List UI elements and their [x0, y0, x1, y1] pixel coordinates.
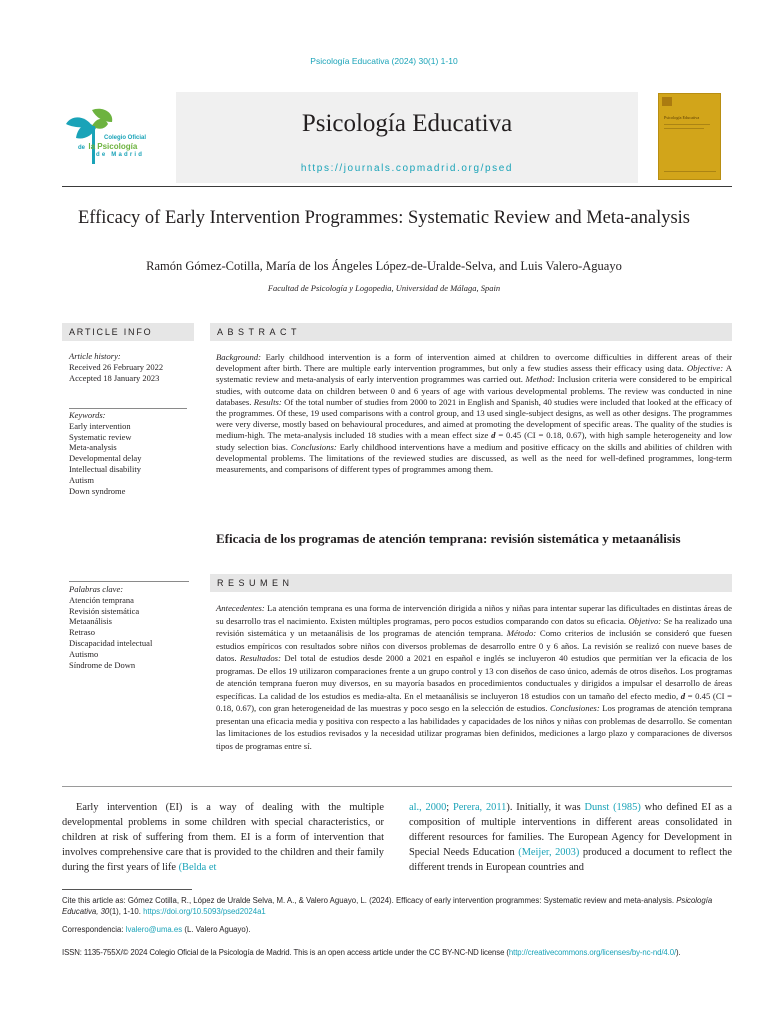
body-text: who defined EI as a composition of multiple interventions in different areas consolidated in different resources for families. The European Agency for Development in Special Needs Education: [409, 802, 732, 859]
cite-issue: (1), 1-10.: [109, 907, 141, 916]
palabra-clave: Revisión sistemática: [69, 605, 140, 616]
objective-text: A systematic review and meta-analysis of early intervention programmes was carried out.: [216, 363, 732, 385]
metodo-label: Método:: [506, 628, 537, 638]
cite-journal: Psicología Educativa, 30: [62, 896, 713, 916]
journal-reference: Psicología Educativa (2024) 30(1) 1-10: [310, 56, 458, 66]
correspondence: [62, 924, 742, 935]
keyword: Developmental delay: [69, 453, 142, 464]
palabra-clave: Metaanálisis: [69, 616, 112, 627]
cite-as-text: Cite this article as: Gómez Cotilla, R., López de Uralde Selva, M. A., & Valero Aguayo, L. (2024). Efficacy of early intervention programmes: Systematic review and meta-analysis.: [62, 896, 675, 905]
method-label: Method:: [525, 374, 555, 385]
keywords-list: [69, 410, 194, 496]
resultados-text-cont: = 0.45 (CI = 0.18, 0.67), con gran heterogeneidad de las muestras y poco sesgo en la selección de estudios.: [216, 690, 733, 713]
conclusions-text: Early childhood interventions have a medium and positive efficacy on the skills and abilities of children with developmental problems. The limitations of the reviewed studies are discussed, as well as the need for well-defined programmes, long-term measurements, and comparisons of different types of programmes among them.: [216, 441, 733, 475]
doi-link[interactable]: https://doi.org/10.5093/psed2024a1: [143, 907, 266, 916]
issn-end: ).: [676, 948, 681, 957]
results-label: Results:: [253, 396, 282, 407]
effect-size-symbol: d: [680, 690, 686, 701]
keyword: Systematic review: [69, 431, 132, 442]
palabra-clave: Retraso: [69, 627, 95, 638]
body-text: ). Initially, it was: [506, 802, 581, 813]
keyword: Early intervention: [69, 420, 131, 431]
palabra-clave: Síndrome de Down: [69, 659, 136, 670]
keywords-label: Keywords:: [69, 410, 106, 420]
keyword: Autism: [69, 474, 95, 485]
paper-title: Efficacy of Early Intervention Programmes: Systematic Review and Meta-analysis: [77, 208, 691, 228]
abstract-text: [216, 352, 732, 475]
logo-line-2: [78, 143, 146, 153]
info-divider: [69, 408, 187, 409]
palabras-clave-list: [69, 584, 194, 670]
abstract-heading: ABSTRACT: [217, 327, 302, 337]
conclusions-label: Conclusions:: [290, 441, 337, 452]
conclusiones-label: Conclusiones:: [550, 703, 600, 713]
cover-title: Psicología Educativa: [664, 115, 700, 120]
cover-rule: [664, 128, 704, 129]
paper-affiliation: Facultad de Psicología y Logopedia, Universidad de Málaga, Spain: [267, 283, 501, 293]
objetivo-text: Se ha realizado una revisión sistemática y un metaanálisis de los programas de atención temprana.: [216, 615, 733, 638]
citation-link[interactable]: Dunst (1985): [584, 802, 641, 813]
received-date: Received 26 February 2022: [69, 361, 164, 372]
issn-license: [62, 947, 752, 958]
background-text: Early childhood intervention is a form of intervention aimed at children to overcome difficulties in different areas of their development after birth. There are multiple early intervention programmes, but only a few studies assess their efficacy using data.: [216, 352, 732, 374]
article-history: [69, 351, 194, 383]
citation-link[interactable]: (Meijer, 2003): [518, 847, 580, 859]
issn-text: ISSN: 1135-755X/© 2024 Colegio Oficial de la Psicología de Madrid. This is an open access article under the CC BY-NC-ND license (: [62, 948, 509, 957]
antecedentes-label: Antecedentes:: [216, 603, 265, 613]
footnote-rule: [62, 889, 192, 890]
abstract-end-rule: [62, 786, 732, 787]
keyword: Intellectual disability: [69, 463, 141, 474]
cite-as: [62, 895, 742, 917]
info-divider: [69, 581, 189, 582]
body-column-left: [62, 800, 384, 875]
keyword: Meta-analysis: [69, 442, 117, 453]
logo-line-3: de Madrid: [96, 152, 145, 158]
citation-link[interactable]: (Belda et: [178, 862, 217, 874]
logo-text: [78, 135, 147, 160]
resumen-text: [216, 602, 732, 752]
antecedentes-text: La atención temprana es una forma de intervención dirigida a niños y niñas para intentar superar las dificultades en distintas áreas de su desarrollo tras el nacimiento. Existen múltiples programas, pero pocos estudios comparando con datos su eficacia.: [216, 603, 732, 626]
method-text: Inclusion criteria were considered to be empirical studies, with outcome data on children between 0 and 6 years of age with various developmental problems. The review was conducted in nine databases.: [216, 374, 732, 407]
results-text-cont: = 0.45 (CI = 0.18, 0.67), with high sample heterogeneity and low study selection bias.: [216, 430, 732, 452]
correspondence-name: (L. Valero Aguayo).: [184, 925, 251, 934]
accepted-date: Accepted 18 January 2023: [69, 372, 160, 383]
logo-line-1: Colegio Oficial: [104, 135, 147, 141]
cover-rule: [664, 124, 710, 125]
paper-authors: Ramón Gómez-Cotilla, María de los Ángeles López-de-Uralde-Selva, and Luis Valero-Aguayo: [146, 259, 622, 273]
cover-logo-mark: [662, 97, 672, 106]
background-label: Background:: [216, 352, 262, 362]
keyword: Down syndrome: [69, 485, 126, 496]
journal-cover-image: [658, 93, 721, 180]
effect-size-symbol: d: [491, 430, 496, 441]
citation-link[interactable]: Perera, 2011: [453, 802, 507, 813]
journal-url-link[interactable]: https://journals.copmadrid.org/psed: [300, 163, 514, 174]
body-column-right: [409, 800, 732, 875]
article-history-label: Article history:: [69, 351, 121, 361]
resultados-text: Del total de estudios desde 2000 a 2021 en español e inglés se incluyeron 40 estudios que permitían ver la eficacia de los programas. De ellos 19 utilizaron comparaciones frente a un grupo control y 13 con diseños de caso único, además de otros diseños. Los programas de atención temprana fueron muy diversos, en su mayoría basados en procedimientos conductuales y dirigidos a impulsar el desarrollo de áreas específicas. La calidad de los estudios es media-alta. En el metaanálisis se incluyeron 18 estudios con un tamaño del efecto medio,: [216, 653, 733, 701]
objetivo-label: Objetivo:: [628, 615, 662, 626]
email-link[interactable]: lvalero@uma.es: [125, 925, 183, 934]
logo-line-2-word: la Psicología: [88, 141, 138, 151]
license-link[interactable]: http://creativecommons.org/licenses/by-nc-nd/4.0/: [508, 948, 677, 957]
cover-rule: [664, 171, 716, 172]
palabras-clave-label: Palabras clave:: [69, 584, 124, 594]
body-text: produced a document to reflect the different trends in European countries and: [409, 847, 732, 874]
citation-separator: ;: [446, 802, 450, 813]
correspondence-label: Correspondencia:: [62, 925, 124, 934]
resumen-heading: RESUMEN: [217, 578, 294, 588]
resultados-label: Resultados:: [239, 653, 281, 663]
header-rule: [62, 186, 732, 187]
palabra-clave: Discapacidad intelectual: [69, 637, 153, 648]
results-text: Of the total number of studies from 2000 to 2021 in English and Spanish, 40 studies were included that looked at the efficacy of the programmes. Of these, 19 used comparisons with a control group, and 13 used single-subject designs, as well as other designs. The programmes were very diverse, mostly based on behavioural procedures, and aimed at promoting the development of specific areas. The quality of the studies is medium-high. The meta-analysis included 18 studies with a mean effect size: [216, 396, 733, 441]
article-info-heading: ARTICLE INFO: [69, 327, 153, 337]
objective-label: Objective:: [686, 363, 724, 374]
journal-title: Psicología Educativa: [301, 110, 513, 137]
body-paragraph-text: Early intervention (EI) is a way of dealing with the multiple developmental problems in some children with special characteristics, or children at risk of suffering from them. EI is a form of intervention that involves comprehensive care that is provided to the children and their family during the first years of life: [62, 802, 384, 874]
metodo-text: Como criterios de inclusión se consideró que fuesen estudios empíricos con resultados sobre niños con diversos problemas de desarrollo entre 0 y 6 años. La revisión se realizó con nueve bases de datos.: [216, 628, 733, 663]
palabra-clave: Atención temprana: [69, 594, 134, 605]
palabra-clave: Autismo: [69, 648, 99, 659]
logo-line-2-prefix: de: [78, 144, 86, 151]
citation-link[interactable]: al., 2000: [409, 802, 447, 813]
conclusiones-text: Los programas de atención temprana presentan una eficacia media y positiva con respecto a las habilidades y capacidades de los niños y niñas con problemas de desarrollo. Se comentan las limitaciones de los estudios revisados y la necesidad utilizar programas bien definidos, mediciones a largo plazo y comparaciones de diversos tipos de programas entre sí.: [216, 703, 732, 751]
spanish-title: Eficacia de los programas de atención temprana: revisión sistemática y metaanálisis: [216, 531, 681, 546]
